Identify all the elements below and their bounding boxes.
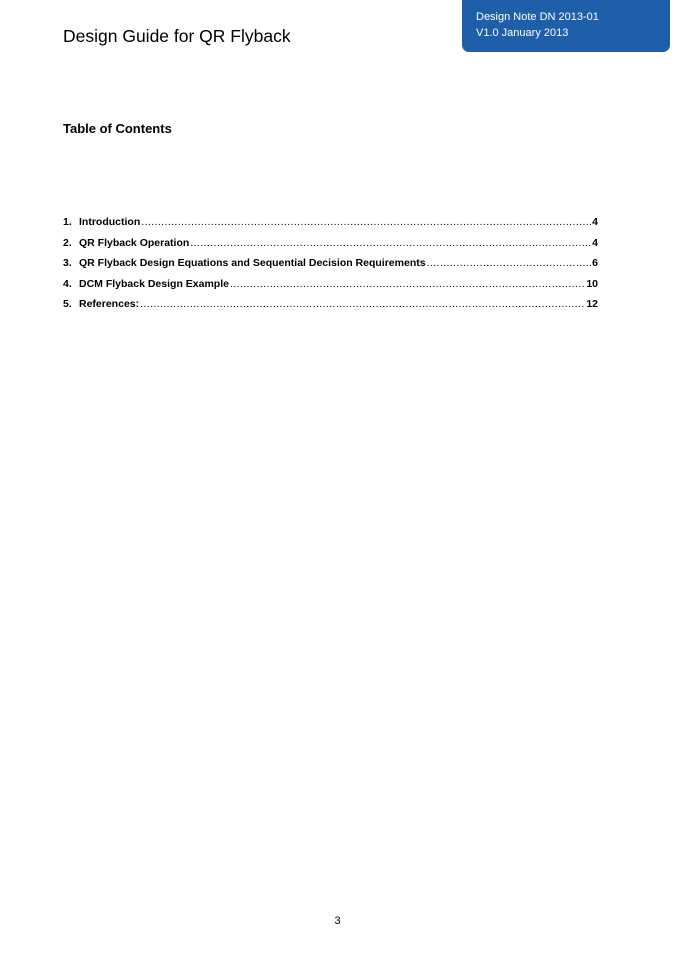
version-date: V1.0 January 2013 xyxy=(476,27,569,39)
toc-entry-label: QR Flyback Design Equations and Sequential Decision Requirements xyxy=(79,257,426,269)
page-number: 3 xyxy=(334,915,341,927)
toc-entry-number: 3. xyxy=(63,257,72,269)
toc-entry-number: 4. xyxy=(63,277,72,290)
toc-list xyxy=(63,214,598,317)
toc-dot-leader xyxy=(141,214,591,230)
toc-dot-leader xyxy=(140,296,585,312)
toc-entry-label: References: xyxy=(79,298,140,310)
toc-entry-qr-flyback-operation[interactable] xyxy=(63,235,598,256)
document-title: Design Guide for QR Flyback xyxy=(63,26,291,46)
toc-dot-leader xyxy=(190,235,591,251)
toc-entry-page: 6 xyxy=(592,257,598,269)
toc-entry-label: DCM Flyback Design Example xyxy=(79,277,229,290)
toc-entry-dcm-design-example[interactable] xyxy=(63,276,598,297)
toc-entry-page: 4 xyxy=(592,236,598,249)
toc-entry-number: 1. xyxy=(63,216,72,228)
toc-heading: Table of Contents xyxy=(63,121,172,136)
toc-dot-leader xyxy=(427,255,592,271)
toc-entry-label: Introduction xyxy=(79,216,141,228)
toc-entry-references[interactable] xyxy=(63,296,598,317)
design-note-badge xyxy=(462,0,670,52)
toc-entry-label: QR Flyback Operation xyxy=(79,236,190,249)
design-note-number: Design Note DN 2013-01 xyxy=(476,11,599,23)
toc-dot-leader xyxy=(230,276,585,292)
toc-entry-introduction[interactable] xyxy=(63,214,598,235)
toc-entry-page: 4 xyxy=(592,216,598,228)
toc-entry-page: 10 xyxy=(586,277,598,290)
toc-entry-design-equations[interactable] xyxy=(63,255,598,276)
toc-entry-number: 2. xyxy=(63,236,72,249)
toc-entry-number: 5. xyxy=(63,298,72,310)
toc-entry-page: 12 xyxy=(586,298,598,310)
